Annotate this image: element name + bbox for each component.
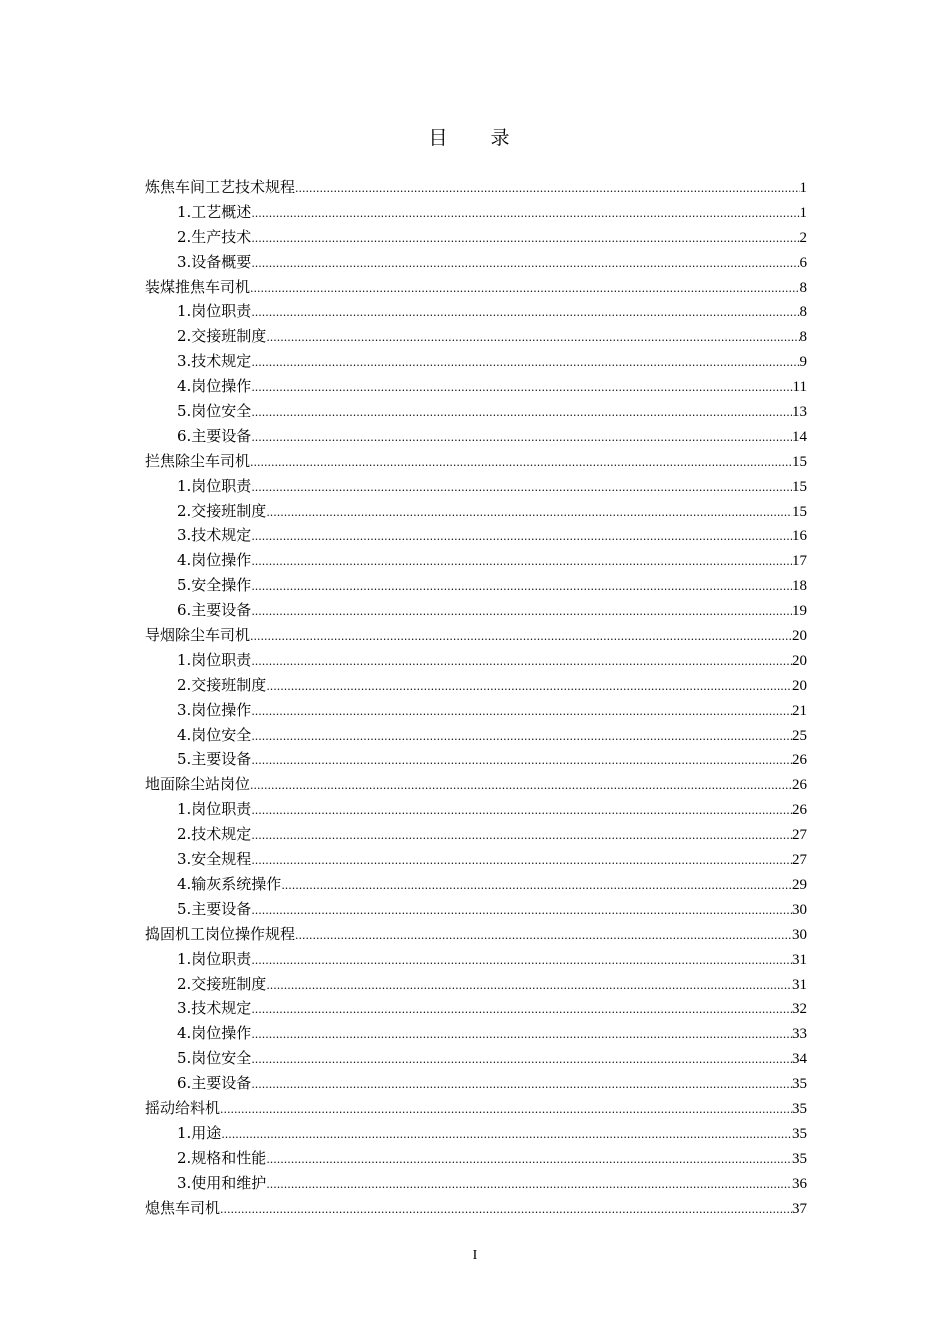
toc-entry-label: 5.主要设备: [177, 750, 252, 769]
toc-section-entry[interactable]: [145, 747, 807, 772]
toc-dot-leader: [266, 1148, 792, 1173]
footer-page-number: I: [472, 1248, 478, 1263]
toc-dot-leader: [251, 949, 792, 974]
toc-entry-label: 3.技术规定: [177, 526, 252, 545]
toc-entry-page-number: 27: [792, 852, 807, 869]
toc-dot-leader: [251, 550, 792, 575]
toc-entry-page-number: 16: [792, 528, 807, 545]
toc-entry-label: 5.岗位安全: [177, 402, 252, 421]
toc-dot-leader: [266, 501, 792, 526]
toc-dot-leader: [251, 1073, 792, 1098]
toc-dot-leader: [221, 1123, 792, 1148]
toc-section-entry[interactable]: [145, 1146, 807, 1171]
toc-entry-label: 摇动给料机: [145, 1098, 221, 1117]
toc-section-entry[interactable]: [145, 424, 807, 449]
toc-section-entry[interactable]: [145, 250, 807, 275]
toc-chapter-entry[interactable]: [145, 449, 807, 474]
toc-entry-label: 1.岗位职责: [177, 302, 252, 321]
toc-dot-leader: [251, 351, 799, 376]
toc-dot-leader: [251, 401, 792, 426]
toc-dot-leader: [295, 177, 799, 202]
toc-section-entry[interactable]: [145, 523, 807, 548]
toc-section-entry[interactable]: [145, 474, 807, 499]
toc-dot-leader: [220, 1198, 792, 1223]
toc-dot-leader: [266, 675, 792, 700]
toc-entry-page-number: 26: [792, 777, 807, 794]
toc-dot-leader: [250, 451, 792, 476]
toc-entry-page-number: 30: [792, 926, 807, 943]
toc-chapter-entry[interactable]: [145, 772, 807, 797]
toc-dot-leader: [251, 426, 792, 451]
toc-entry-label: 2.技术规定: [177, 825, 252, 844]
toc-entry-label: 3.技术规定: [177, 352, 252, 371]
toc-entry-page-number: 8: [799, 279, 807, 296]
toc-section-entry[interactable]: [145, 225, 807, 250]
toc-dot-leader: [251, 650, 792, 675]
toc-entry-page-number: 25: [792, 727, 807, 744]
toc-entry-page-number: 29: [792, 876, 807, 893]
toc-entry-label: 6.主要设备: [177, 601, 252, 620]
toc-section-entry[interactable]: [145, 548, 807, 573]
toc-section-entry[interactable]: [145, 723, 807, 748]
toc-entry-label: 导烟除尘车司机: [145, 626, 251, 645]
toc-dot-leader: [251, 376, 792, 401]
toc-entry-page-number: 31: [792, 976, 807, 993]
toc-chapter-entry[interactable]: [145, 175, 807, 200]
toc-entry-page-number: 21: [792, 702, 807, 719]
toc-entry-page-number: 18: [792, 578, 807, 595]
toc-entry-label: 2.交接班制度: [177, 974, 267, 993]
toc-dot-leader: [266, 1173, 792, 1198]
toc-section-entry[interactable]: [145, 598, 807, 623]
toc-entry-label: 4.岗位操作: [177, 551, 252, 570]
toc-section-entry[interactable]: [145, 673, 807, 698]
toc-chapter-entry[interactable]: [145, 275, 807, 300]
toc-entry-page-number: 30: [792, 901, 807, 918]
toc-entry-page-number: 20: [792, 628, 807, 645]
toc-dot-leader: [251, 899, 792, 924]
toc-entry-label: 1.岗位职责: [177, 800, 252, 819]
toc-section-entry[interactable]: [145, 872, 807, 897]
toc-chapter-entry[interactable]: [145, 1096, 807, 1121]
toc-entry-label: 3.设备概要: [177, 252, 252, 271]
toc-entry-label: 5.主要设备: [177, 899, 252, 918]
toc-entry-page-number: 26: [792, 802, 807, 819]
toc-dot-leader: [251, 1023, 792, 1048]
toc-chapter-entry[interactable]: [145, 623, 807, 648]
toc-entry-label: 3.安全规程: [177, 850, 252, 869]
toc-section-entry[interactable]: [145, 897, 807, 922]
toc-entry-label: 6.主要设备: [177, 1074, 252, 1093]
toc-entry-page-number: 1: [799, 204, 807, 221]
toc-entry-page-number: 27: [792, 827, 807, 844]
toc-dot-leader: [251, 725, 792, 750]
toc-entry-label: 拦焦除尘车司机: [145, 451, 251, 470]
toc-section-entry[interactable]: [145, 1121, 807, 1146]
toc-dot-leader: [251, 301, 799, 326]
toc-entry-label: 4.岗位安全: [177, 725, 252, 744]
toc-section-entry[interactable]: [145, 200, 807, 225]
toc-dot-leader: [250, 625, 792, 650]
toc-section-entry[interactable]: [145, 349, 807, 374]
toc-entry-label: 2.交接班制度: [177, 675, 267, 694]
toc-entry-label: 4.岗位操作: [177, 1024, 252, 1043]
toc-entry-label: 3.技术规定: [177, 999, 252, 1018]
toc-dot-leader: [251, 849, 792, 874]
toc-entry-page-number: 35: [792, 1076, 807, 1093]
toc-entry-label: 2.交接班制度: [177, 501, 267, 520]
toc-entry-page-number: 20: [792, 652, 807, 669]
toc-dot-leader: [266, 326, 799, 351]
toc-dot-leader: [220, 1098, 792, 1123]
toc-entry-label: 2.规格和性能: [177, 1148, 267, 1167]
toc-entry-page-number: 13: [792, 404, 807, 421]
toc-dot-leader: [250, 774, 792, 799]
toc-entry-label: 炼焦车间工艺技术规程: [145, 178, 296, 196]
toc-entry-page-number: 19: [792, 603, 807, 620]
toc-section-entry[interactable]: [145, 648, 807, 673]
toc-dot-leader: [251, 525, 792, 550]
toc-dot-leader: [266, 974, 792, 999]
toc-entry-page-number: 8: [799, 304, 807, 321]
toc-entry-label: 3.使用和维护: [177, 1173, 267, 1192]
toc-entry-label: 1.岗位职责: [177, 476, 252, 495]
toc-dot-leader: [251, 575, 792, 600]
toc-section-entry[interactable]: [145, 324, 807, 349]
toc-dot-leader: [250, 277, 799, 302]
toc-section-entry[interactable]: [145, 822, 807, 847]
toc-entry-page-number: 32: [792, 1001, 807, 1018]
toc-dot-leader: [251, 700, 792, 725]
toc-dot-leader: [251, 227, 799, 252]
toc-section-entry[interactable]: [145, 499, 807, 524]
toc-dot-leader: [295, 924, 792, 949]
toc-entry-label: 1.工艺概述: [177, 202, 252, 221]
toc-entry-label: 6.主要设备: [177, 426, 252, 445]
toc-dot-leader: [251, 202, 799, 227]
toc-section-entry[interactable]: [145, 1171, 807, 1196]
page-title: 目 录: [428, 127, 522, 149]
toc-entry-label: 1.岗位职责: [177, 650, 252, 669]
toc-section-entry[interactable]: [145, 947, 807, 972]
toc-entry-page-number: 2: [799, 229, 807, 246]
toc-entry-label: 装煤推焦车司机: [145, 277, 251, 296]
toc-entry-page-number: 31: [792, 951, 807, 968]
toc-entry-page-number: 15: [792, 503, 807, 520]
toc-dot-leader: [251, 1048, 792, 1073]
toc-section-entry[interactable]: [145, 1046, 807, 1071]
toc-entry-page-number: 20: [792, 677, 807, 694]
toc-entry-page-number: 37: [792, 1200, 807, 1217]
toc-entry-page-number: 9: [799, 354, 807, 371]
toc-section-entry[interactable]: [145, 972, 807, 997]
toc-entry-label: 地面除尘站岗位: [145, 775, 251, 794]
toc-dot-leader: [251, 998, 792, 1023]
toc-entry-page-number: 35: [792, 1125, 807, 1142]
toc-dot-leader: [251, 476, 792, 501]
toc-entry-label: 5.安全操作: [177, 576, 252, 595]
toc-chapter-entry[interactable]: [145, 922, 807, 947]
toc-dot-leader: [251, 252, 799, 277]
toc-section-entry[interactable]: [145, 299, 807, 324]
toc-section-entry[interactable]: [145, 698, 807, 723]
toc-entry-page-number: 35: [792, 1150, 807, 1167]
toc-entry-label: 2.交接班制度: [177, 327, 267, 346]
toc-entry-page-number: 15: [792, 453, 807, 470]
toc-section-entry[interactable]: [145, 797, 807, 822]
toc-entry-page-number: 8: [799, 329, 807, 346]
toc-entry-page-number: 6: [799, 254, 807, 271]
toc-dot-leader: [251, 799, 792, 824]
toc-entry-label: 3.岗位操作: [177, 700, 252, 719]
toc-entry-page-number: 26: [792, 752, 807, 769]
toc-entry-label: 5.岗位安全: [177, 1049, 252, 1068]
toc-dot-leader: [281, 874, 792, 899]
toc-entry-page-number: 1: [799, 180, 807, 196]
toc-entry-label: 4.输灰系统操作: [177, 874, 282, 893]
toc-entry-page-number: 14: [792, 428, 807, 445]
toc-entry-page-number: 35: [792, 1100, 807, 1117]
toc-entry-page-number: 15: [792, 478, 807, 495]
toc-section-entry[interactable]: [145, 847, 807, 872]
toc-entry-label: 1.岗位职责: [177, 949, 252, 968]
toc-entry-label: 捣固机工岗位操作规程: [145, 924, 296, 943]
toc-entry-page-number: 34: [792, 1051, 807, 1068]
toc-entry-label: 4.岗位操作: [177, 377, 252, 396]
toc-dot-leader: [251, 824, 792, 849]
toc-section-entry[interactable]: [145, 1021, 807, 1046]
toc-chapter-entry[interactable]: [145, 1196, 807, 1221]
toc-entry-page-number: 17: [792, 553, 807, 570]
toc-entry-page-number: 11: [792, 379, 807, 396]
toc-entry-page-number: 33: [792, 1026, 807, 1043]
toc-entry-page-number: 36: [792, 1175, 807, 1192]
toc-entry-label: 熄焦车司机: [145, 1198, 221, 1217]
toc-dot-leader: [251, 749, 792, 774]
toc-section-entry[interactable]: [145, 1071, 807, 1096]
toc-section-entry[interactable]: [145, 399, 807, 424]
toc-section-entry[interactable]: [145, 573, 807, 598]
toc-entry-label: 1.用途: [177, 1123, 222, 1142]
table-of-contents: [145, 175, 807, 1220]
toc-section-entry[interactable]: [145, 996, 807, 1021]
toc-section-entry[interactable]: [145, 374, 807, 399]
toc-dot-leader: [251, 600, 792, 625]
toc-entry-label: 2.生产技术: [177, 227, 252, 246]
